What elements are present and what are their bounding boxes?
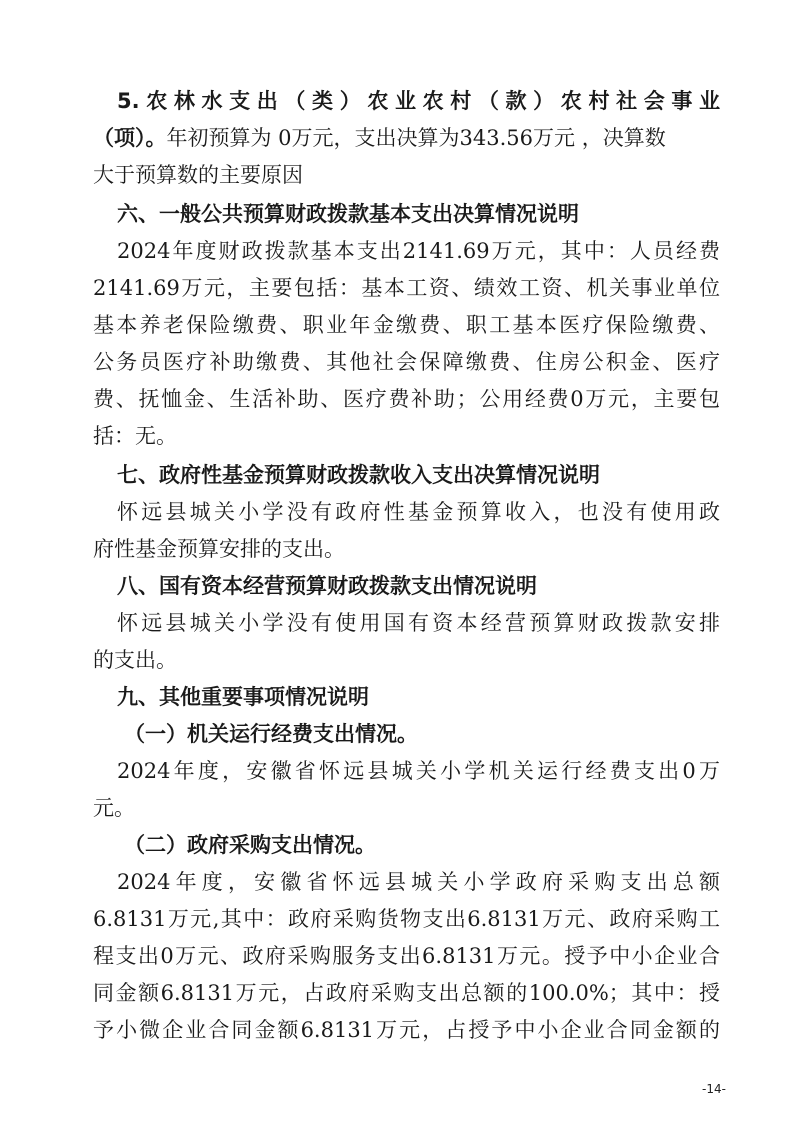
- para-line: 元。: [93, 796, 135, 820]
- item-text: 年初预算为 0万元，支出决算为343.56万元 ，决算数: [166, 126, 666, 150]
- para-line: 公务员医疗补助缴费、其他社会保障缴费、住房公积金、医疗: [93, 350, 720, 374]
- para-line: 6.8131万元,其中：政府采购货物支出6.8131万元、政府采购工: [93, 907, 720, 931]
- para-line: 程支出0万元、政府采购服务支出6.8131万元。授予中小企业合: [93, 944, 720, 968]
- para-line: 府性基金预算安排的支出。: [93, 537, 345, 561]
- section-heading: 八、国有资本经营预算财政拨款支出情况说明: [117, 574, 537, 598]
- para-line: 2024年度，安徽省怀远县城关小学机关运行经费支出0万: [117, 759, 720, 783]
- para-line: 的支出。: [93, 648, 177, 672]
- section-heading: 九、其他重要事项情况说明: [117, 685, 369, 709]
- section-heading: 七、政府性基金预算财政拨款收入支出决算情况说明: [117, 463, 600, 487]
- section-heading: 六、一般公共预算财政拨款基本支出决算情况说明: [117, 202, 579, 226]
- para-line: 怀远县城关小学没有使用国有资本经营预算财政拨款安排: [117, 611, 720, 635]
- para-line: 同金额6.8131万元，占政府采购支出总额的100.0%；其中：授: [93, 981, 720, 1005]
- para-line: 大于预算数的主要原因: [93, 163, 303, 187]
- subsection-heading: （一）机关运行经费支出情况。: [124, 722, 418, 746]
- para-line: [93, 123, 793, 153]
- para-line: 5.农林水支出（类）农业农村（款）农村社会事业: [117, 89, 720, 113]
- subsection-heading: （二）政府采购支出情况。: [124, 833, 376, 857]
- para-line: 予小微企业合同金额6.8131万元，占授予中小企业合同金额的: [93, 1018, 720, 1042]
- para-line: 2141.69万元，主要包括：基本工资、绩效工资、机关事业单位: [93, 276, 720, 300]
- para-line: 怀远县城关小学没有政府性基金预算收入，也没有使用政: [117, 500, 720, 524]
- para-line: 括：无。: [93, 424, 177, 448]
- item-suffix: （项）。: [93, 126, 167, 150]
- para-line: 基本养老保险缴费、职业年金缴费、职工基本医疗保险缴费、: [93, 313, 720, 337]
- para-line: 费、抚恤金、生活补助、医疗费补助；公用经费0万元，主要包: [93, 387, 720, 411]
- para-line: 2024年度财政拨款基本支出2141.69万元，其中：人员经费: [117, 239, 720, 263]
- page-number: -14-: [702, 1082, 726, 1096]
- para-line: 2024年度，安徽省怀远县城关小学政府采购支出总额: [117, 870, 720, 894]
